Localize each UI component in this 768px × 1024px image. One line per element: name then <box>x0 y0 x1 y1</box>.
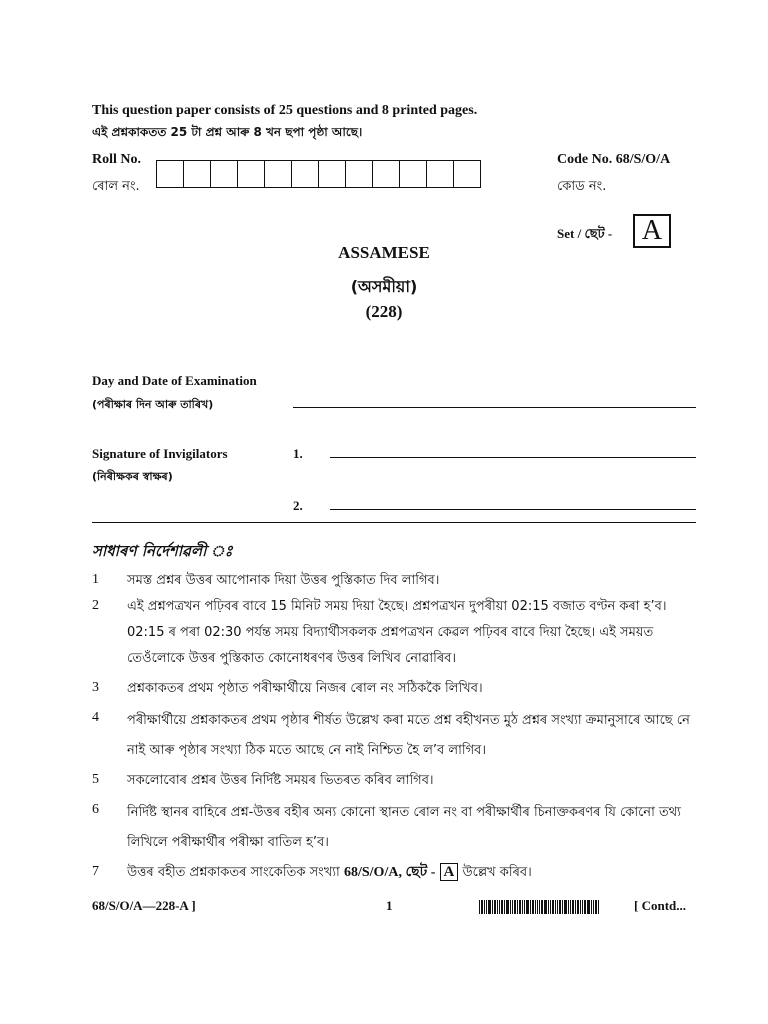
roll-no-box[interactable] <box>156 160 184 188</box>
barcode-bar <box>510 900 511 914</box>
exam-date-label: Day and Date of Examination <box>92 373 257 388</box>
continued-label: [ Contd... <box>634 898 687 913</box>
subject-title-assamese: (অসমীয়া) <box>350 277 418 296</box>
barcode-bar <box>499 900 500 914</box>
barcode-bar <box>522 900 523 914</box>
instruction-text: প্ৰশ্নকাকতৰ প্ৰথম পৃষ্ঠাত পৰীক্ষাৰ্থীয়ে নিজৰ ৰোল নং সঠিককৈ লিখিব। <box>127 681 483 696</box>
barcode-bar <box>535 900 536 914</box>
instruction-number: 1 <box>92 572 99 587</box>
barcode-bar <box>488 900 491 914</box>
paper-info-assamese: এই প্ৰশ্নকাকতত 25 টা প্ৰশ্ন আৰু 8 খন ছপা পৃষ্ঠা আছে। <box>92 125 363 139</box>
subject-code: (228) <box>365 302 403 321</box>
barcode-bar <box>486 900 487 914</box>
instruction-text: নিৰ্দিষ্ট স্থানৰ বাহিৰে প্ৰশ্ন-উত্তৰ বহীৰ অন্য কোনো স্থানত ৰোল নং বা পৰীক্ষাৰ্থীৰ চিনাক্তকৰণৰ যি কোনো তথ্য লিখিলে পৰীক্ষাৰ্থীৰ পৰীক্ষা বাতিল হ’ব। <box>127 805 681 850</box>
paper-info-english: This question paper consists of 25 questions and 8 printed pages. <box>92 103 478 118</box>
instruction-text: উত্তৰ বহীত প্ৰশ্নকাকতৰ সাংকেতিক সংখ্যা <box>127 865 340 880</box>
code-no-label-assamese: কোড নং. <box>557 179 607 194</box>
roll-no-box[interactable] <box>237 160 265 188</box>
roll-no-box[interactable] <box>345 160 373 188</box>
instruction-text-end: উল্লেখ কৰিব। <box>462 865 532 880</box>
barcode-bar <box>598 900 599 914</box>
exam-date-label-assamese: (পৰীক্ষাৰ দিন আৰু তাৰিখ) <box>92 398 214 411</box>
barcode-bar <box>519 900 521 914</box>
invigilator-2-line[interactable] <box>330 509 696 510</box>
barcode-bar <box>591 900 592 914</box>
separator-line <box>92 522 696 523</box>
barcode-bar <box>552 900 554 914</box>
set-label: Set / ছেট - <box>557 226 613 241</box>
barcode-bar <box>537 900 538 914</box>
invigilators-label: Signature of Invigilators <box>92 446 228 461</box>
barcode-bar <box>526 900 529 914</box>
barcode-bar <box>582 900 583 914</box>
instruction-text: পৰীক্ষাৰ্থীয়ে প্ৰশ্নকাকতৰ প্ৰথম পৃষ্ঠাৰ শীৰ্ষত উল্লেখ কৰা মতে প্ৰশ্ন বহীখনত মুঠ প্ৰশ্নৰ সংখ্যা ক্ৰমানুসাৰে আছে নে নাই আৰু পৃষ্ঠাৰ সংখ্যা ঠিক মতে আছে নে নাই নিশ্চিত হৈ ল’ব লাগিব। <box>127 713 690 758</box>
barcode-bar <box>514 900 516 914</box>
barcode-bar <box>575 900 576 914</box>
roll-no-box[interactable] <box>183 160 211 188</box>
roll-no-box[interactable] <box>318 160 346 188</box>
barcode-bar <box>562 900 563 914</box>
roll-no-box[interactable] <box>426 160 454 188</box>
barcode-bar <box>584 900 586 914</box>
barcode-bar <box>550 900 551 914</box>
barcode-bar <box>530 900 531 914</box>
barcode-bar <box>479 900 480 914</box>
barcode-bar <box>481 900 483 914</box>
page-number: 1 <box>386 898 393 913</box>
barcode-bar <box>595 900 597 914</box>
barcode-bar <box>544 900 547 914</box>
instruction-text: সকলোবোৰ প্ৰশ্নৰ উত্তৰ নিৰ্দিষ্ট সময়ৰ ভিতৰত কৰিব লাগিব। <box>127 773 434 788</box>
invigilators-label-assamese: (নিৰীক্ষকৰ স্বাক্ষৰ) <box>92 470 173 483</box>
barcode-bar <box>504 900 505 914</box>
instruction-text: সমস্ত প্ৰশ্নৰ উত্তৰ আপোনাক দিয়া উত্তৰ পুস্তিকাত দিব লাগিব। <box>127 573 440 588</box>
invigilator-2-number: 2. <box>293 498 303 513</box>
roll-no-label: Roll No. <box>92 152 141 167</box>
roll-no-box[interactable] <box>264 160 292 188</box>
roll-no-box[interactable] <box>210 160 238 188</box>
instruction-set-box: A <box>440 863 459 881</box>
exam-date-line[interactable] <box>293 407 696 408</box>
instruction-number: 5 <box>92 772 99 787</box>
barcode-bar <box>587 900 590 914</box>
invigilator-1-number: 1. <box>293 446 303 461</box>
instruction-text: এই প্ৰশ্নপত্ৰখন পঢ়িবৰ বাবে 15 মিনিট সময় দিয়া হৈছে। প্ৰশ্নপত্ৰখন দুপৰীয়া 02:15 বজাত বণ্টন কৰা হ’ব। 02:15 ৰ পৰা 02:30 পৰ্যন্ত সময় বিদ্যাৰ্থীসকলক প্ৰশ্নপত্ৰখন কেৱল পঢ়িবৰ বাবে দিয়া হৈছে। এই সময়ত তেওঁলোকে উত্তৰ পুস্তিকাত কোনোধৰণৰ উত্তৰ লিখিব নোৱাৰিব। <box>127 599 667 666</box>
barcode-bar <box>532 900 534 914</box>
footer-paper-code: 68/S/O/A—228-A ] <box>92 898 196 913</box>
roll-no-boxes[interactable] <box>157 160 481 188</box>
barcode-bar <box>559 900 561 914</box>
instruction-number: 6 <box>92 802 99 817</box>
instruction-paper-code: 68/S/O/A, ছেট - <box>343 865 436 880</box>
instructions-heading: সাধাৰণ নিৰ্দেশাৱলী ঃ <box>92 542 233 560</box>
barcode-bar <box>568 900 569 914</box>
barcode-bar <box>557 900 558 914</box>
barcode-bar <box>512 900 513 914</box>
barcode-bar <box>580 900 581 914</box>
roll-no-box[interactable] <box>399 160 427 188</box>
barcode-bar <box>577 900 579 914</box>
instruction-number: 2 <box>92 598 99 613</box>
barcode-bar <box>541 900 543 914</box>
barcode-bar <box>497 900 498 914</box>
barcode-bar <box>548 900 549 914</box>
code-no-label: Code No. 68/S/O/A <box>557 152 671 167</box>
barcode-bar <box>484 900 485 914</box>
barcode-bar <box>555 900 556 914</box>
invigilator-1-line[interactable] <box>330 457 696 458</box>
barcode-bar <box>492 900 493 914</box>
barcode-bar <box>494 900 496 914</box>
barcode-bar <box>506 900 509 914</box>
instruction-number: 7 <box>92 864 99 879</box>
subject-title: ASSAMESE <box>338 243 430 262</box>
roll-no-box[interactable] <box>291 160 319 188</box>
barcode-bar <box>593 900 594 914</box>
barcode-bar <box>570 900 571 914</box>
barcode-bar <box>524 900 525 914</box>
barcode-bar <box>564 900 567 914</box>
barcode-bar <box>539 900 540 914</box>
instruction-number: 4 <box>92 710 99 725</box>
barcode <box>479 900 600 914</box>
barcode-bar <box>572 900 574 914</box>
barcode-bar <box>501 900 503 914</box>
barcode-bar <box>517 900 518 914</box>
set-box: A <box>633 214 671 248</box>
roll-no-label-assamese: ৰোল নং. <box>92 179 140 194</box>
roll-no-box[interactable] <box>453 160 481 188</box>
roll-no-box[interactable] <box>372 160 400 188</box>
instruction-number: 3 <box>92 680 99 695</box>
